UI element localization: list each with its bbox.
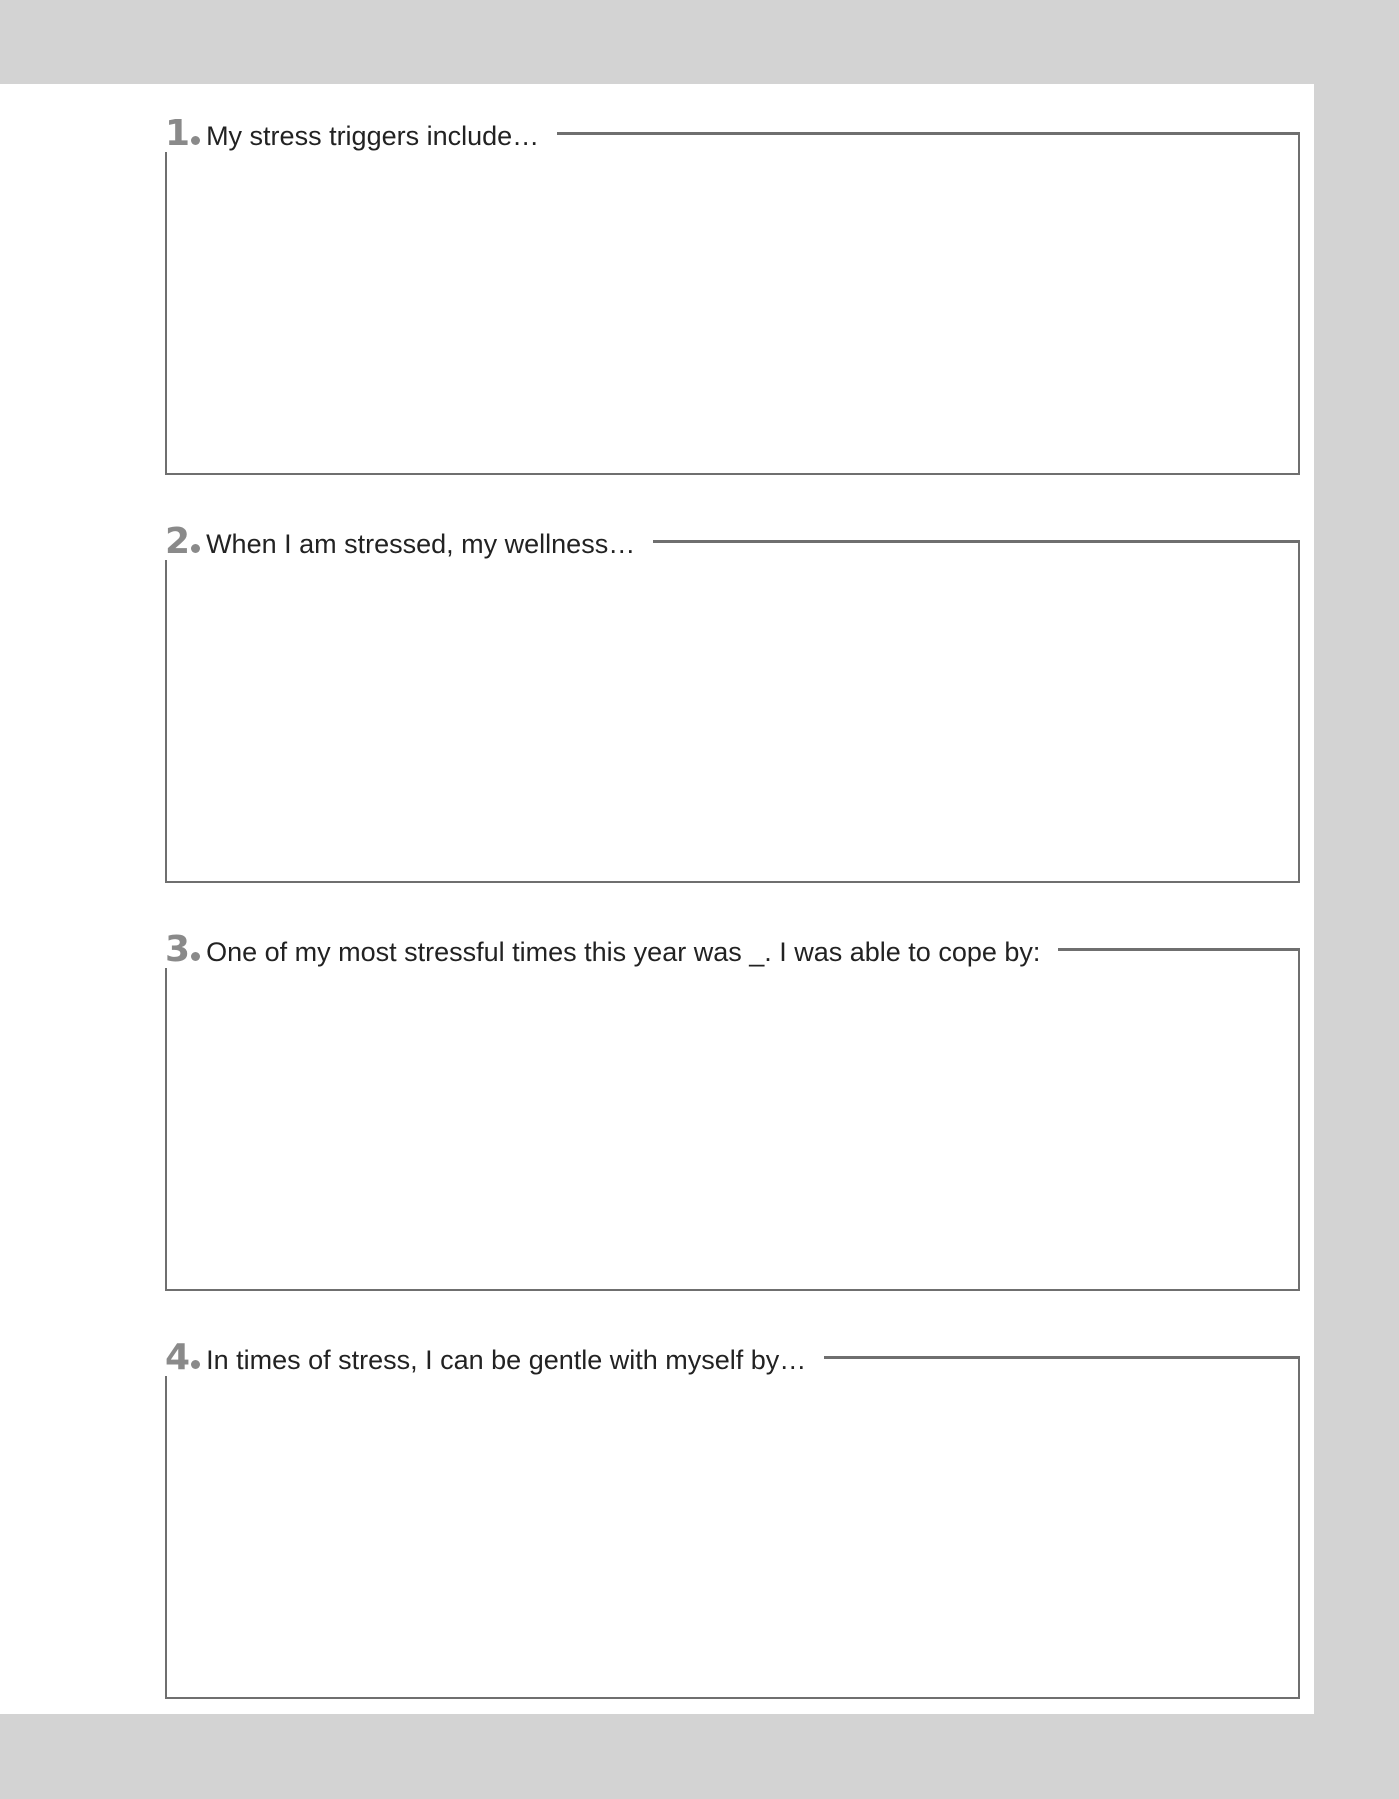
prompt-section-3 [165,916,1300,1291]
answer-box-3[interactable] [165,951,1300,1291]
number-dot-icon [191,952,200,961]
box-top-border-3 [1058,948,1300,951]
prompt-number-4: 4 [165,1337,190,1378]
prompt-text-1: My stress triggers include… [206,121,540,151]
answer-box-1[interactable] [165,135,1300,475]
prompt-label-4 [165,1337,824,1378]
prompt-section-1 [165,100,1300,475]
prompt-label-3 [165,929,1058,970]
prompt-text-2: When I am stressed, my wellness… [206,529,636,559]
prompt-number-1: 1 [165,113,190,154]
answer-box-2[interactable] [165,543,1300,883]
answer-box-4[interactable] [165,1359,1300,1699]
number-dot-icon [191,136,200,145]
prompt-section-4 [165,1324,1300,1699]
prompt-label-1 [165,113,557,154]
box-top-border-1 [557,132,1300,135]
number-dot-icon [191,544,200,553]
prompt-section-2 [165,508,1300,883]
prompt-text-4: In times of stress, I can be gentle with myself by… [206,1345,807,1375]
box-top-border-2 [653,540,1300,543]
prompt-number-2: 2 [165,521,190,562]
prompt-number-3: 3 [165,929,190,970]
prompt-label-2 [165,521,653,562]
box-top-border-4 [824,1356,1300,1359]
number-dot-icon [191,1360,200,1369]
prompt-text-3: One of my most stressful times this year was _. I was able to cope by: [206,937,1041,967]
